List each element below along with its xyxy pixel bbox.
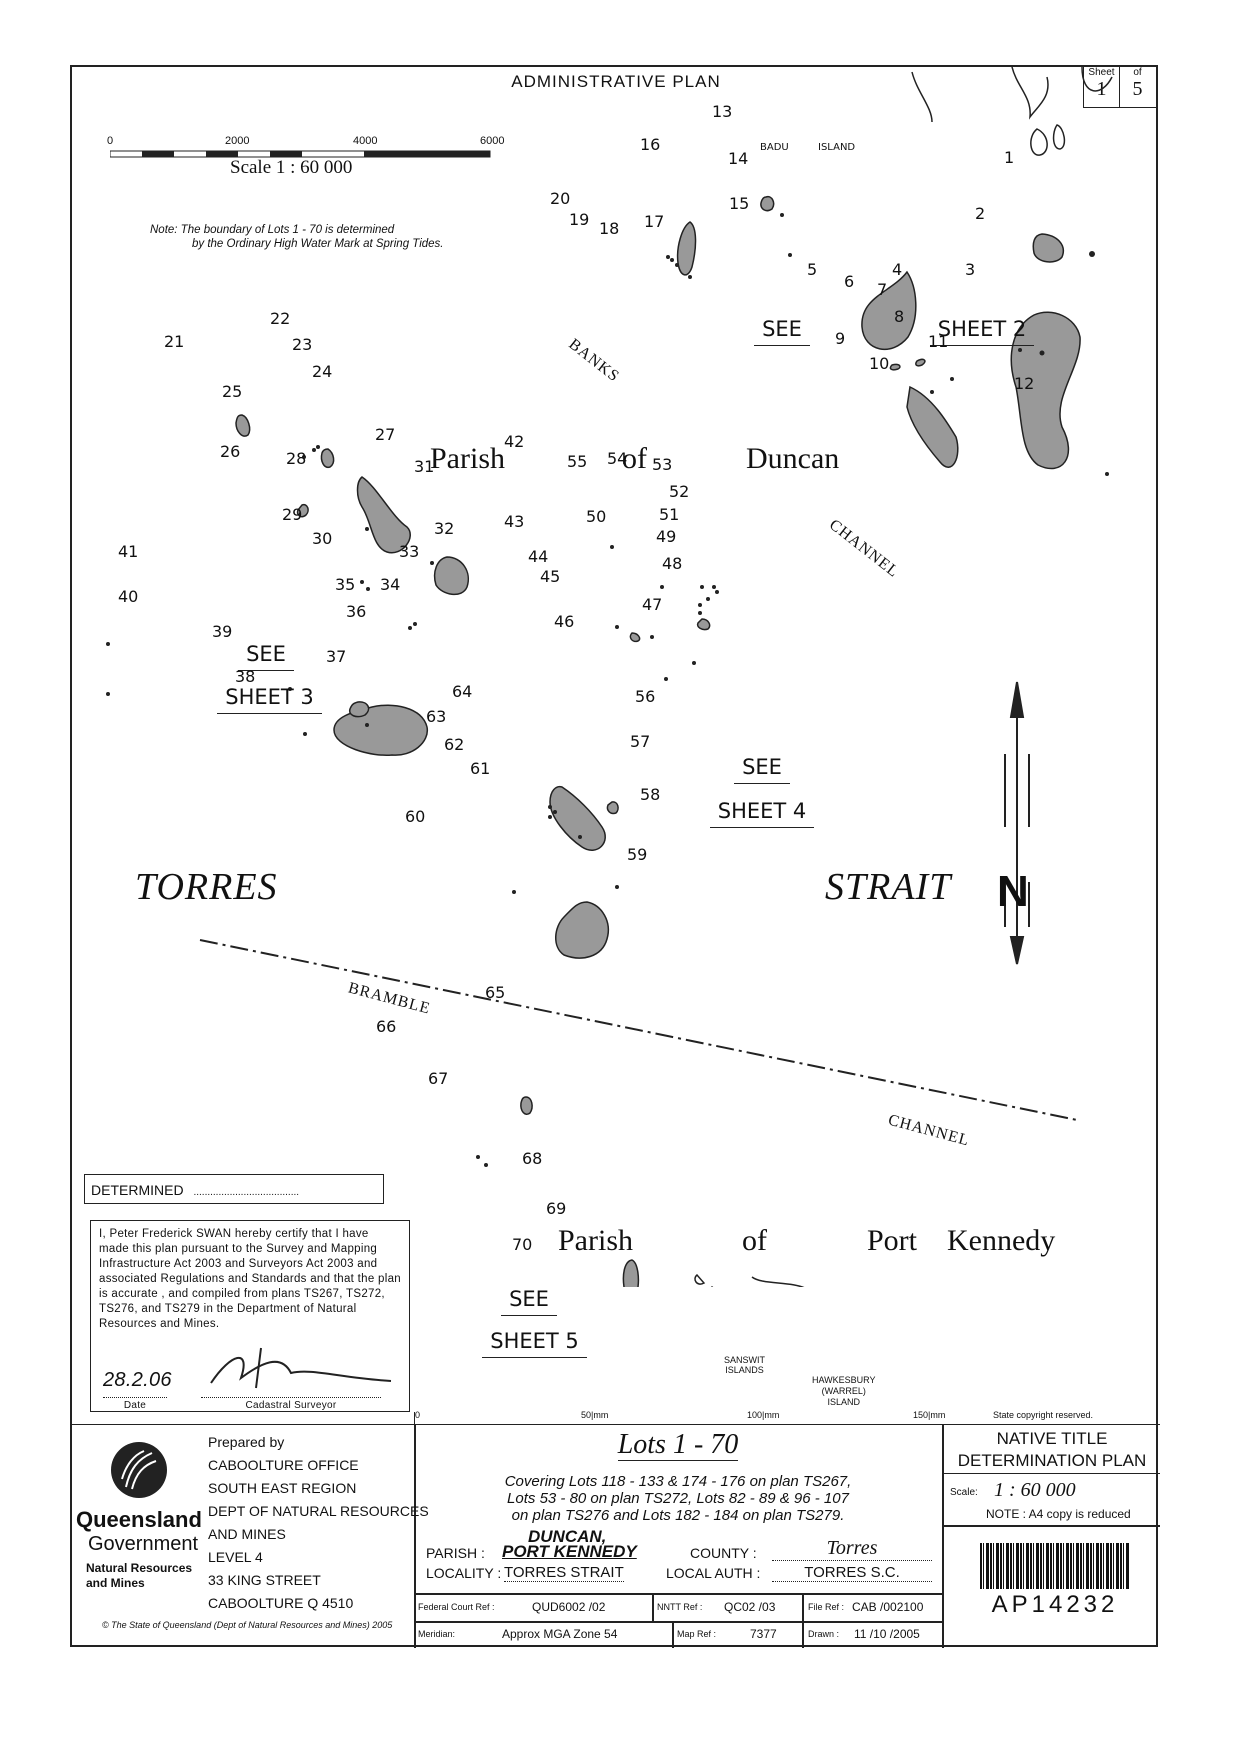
lot-label-5: 5 [807, 260, 818, 279]
island-53 [712, 585, 716, 589]
office-copyright: © The State of Queensland (Dept of Natural Resources and Mines) 2005 [102, 1620, 393, 1630]
island-51 [706, 597, 710, 601]
island-68 [623, 1260, 638, 1287]
bramble-channel-line [200, 940, 1077, 1120]
channel-lower-label: CHANNEL [886, 1111, 972, 1150]
island-66 [476, 1155, 480, 1159]
brand-mines: and Mines [86, 1576, 145, 1590]
lot-label-43: 43 [504, 512, 525, 531]
lot-label-30: 30 [312, 529, 333, 548]
lot-label-56: 56 [635, 687, 656, 706]
lot-label-27: 27 [375, 425, 396, 444]
island-54 [700, 585, 704, 589]
coast-left [912, 72, 932, 122]
lot-label-47: 47 [642, 595, 663, 614]
certificate-date: 28.2.06 [103, 1369, 172, 1391]
island-55 [660, 585, 664, 589]
north-letter: N [997, 867, 1029, 916]
island-44 [630, 633, 639, 641]
lot-label-7: 7 [877, 280, 888, 299]
lot-label-62: 62 [444, 735, 465, 754]
torres-label: TORRES [135, 866, 278, 908]
lot-label-66: 66 [376, 1017, 397, 1036]
islet-right-top [1031, 129, 1047, 155]
lot-label-58: 58 [640, 785, 661, 804]
file-value: CAB /002100 [852, 1600, 924, 1614]
fed-label: Federal Court Ref : [418, 1602, 495, 1612]
lot-label-22: 22 [270, 309, 291, 328]
lot-label-26: 26 [220, 442, 241, 461]
locality-label: LOCALITY : [426, 1565, 502, 1581]
island-34 [408, 626, 412, 630]
determined-label: DETERMINED [91, 1182, 184, 1198]
lot-label-40: 40 [118, 587, 139, 606]
lot-label-18: 18 [599, 219, 620, 238]
scale-tick-4000: 4000 [353, 135, 378, 147]
island-62 [548, 815, 552, 819]
parish-duncan-word1: Parish [430, 442, 505, 475]
lot-label-19: 19 [569, 210, 590, 229]
island-24 [321, 449, 333, 467]
lot-label-33: 33 [399, 542, 420, 561]
lot-label-55: 55 [567, 452, 588, 471]
parish-label: PARISH : [426, 1545, 485, 1561]
island-label: ISLAND [818, 142, 856, 153]
island-14 [780, 213, 784, 217]
brand-natural-resources: Natural Resources [86, 1561, 193, 1575]
island-32 [435, 557, 469, 594]
sheet-label: Sheet [1088, 67, 1115, 78]
island-8 [950, 377, 954, 381]
island-29 [360, 580, 364, 584]
island-64 [548, 805, 552, 809]
lot-label-8: 8 [894, 307, 905, 326]
scale-tick-6000: 6000 [480, 135, 505, 147]
lot-label-57: 57 [630, 732, 651, 751]
lot-label-42: 42 [504, 432, 525, 451]
island-15 [788, 253, 792, 257]
island-46 [664, 677, 668, 681]
scale-label: Scale 1 : 60 000 [230, 157, 353, 178]
plan-title: ADMINISTRATIVE PLAN [511, 72, 721, 91]
map-ref-label: Map Ref : [677, 1629, 717, 1639]
queensland-logo-icon [108, 1439, 170, 1501]
see-sheet-5-sheet: SHEET 5 [447, 1329, 622, 1358]
native-note: NOTE : A4 copy is reduced [986, 1507, 1131, 1521]
lot-label-2: 2 [975, 204, 986, 223]
lot-label-63: 63 [426, 707, 447, 726]
island-61 [578, 835, 582, 839]
county-value: Torres [772, 1537, 932, 1561]
hawkesbury-coast [752, 1277, 807, 1287]
parish-duncan-word2: of [622, 442, 647, 475]
island-41 [106, 642, 110, 646]
lot-label-54: 54 [607, 449, 628, 468]
banks-label: BANKS [565, 335, 623, 386]
lot-label-24: 24 [312, 362, 333, 381]
lot-label-35: 35 [335, 575, 356, 594]
island-58 [615, 885, 619, 889]
island-50 [698, 603, 702, 607]
ruler-100: 100|mm [747, 1410, 780, 1420]
see-sheet-4-see: SEE [692, 755, 832, 784]
sheet-total: 5 [1132, 78, 1143, 100]
island-1 [1089, 251, 1095, 257]
locality-value: TORRES STRAIT [504, 1564, 624, 1581]
date-label: Date [103, 1397, 167, 1413]
lot-label-23: 23 [292, 335, 313, 354]
lot-label-29: 29 [282, 505, 303, 524]
scale-tick-2000: 2000 [225, 135, 250, 147]
lot-label-31: 31 [414, 457, 435, 476]
island-52 [715, 590, 719, 594]
lot-label-70: 70 [512, 1235, 533, 1254]
map-ref-value: 7377 [750, 1627, 777, 1641]
island-40 [106, 692, 110, 696]
island-22 [312, 448, 316, 452]
drawn-label: Drawn : [808, 1629, 840, 1639]
island-18 [675, 263, 679, 267]
certificate-box [90, 1220, 410, 1412]
coast-right [1082, 67, 1115, 91]
island-59 [556, 902, 609, 958]
ruler-copyright: State copyright reserved. [993, 1410, 1094, 1420]
lot-label-61: 61 [470, 759, 491, 778]
island-43 [615, 625, 619, 629]
lot-label-28: 28 [286, 449, 307, 468]
island-12 [1105, 472, 1109, 476]
brand-queensland: Queensland [76, 1507, 202, 1532]
island-63 [553, 810, 557, 814]
native-scale-value: 1 : 60 000 [994, 1479, 1076, 1501]
lot-label-25: 25 [222, 382, 243, 401]
lot-label-4: 4 [892, 260, 903, 279]
island-49 [698, 611, 702, 615]
lot-label-16: 16 [640, 135, 661, 154]
parish-pk-word4: Kennedy [947, 1224, 1056, 1257]
lot-label-52: 52 [669, 482, 690, 501]
local-auth-value: TORRES S.C. [772, 1564, 932, 1582]
meridian-label: Meridian: [418, 1629, 456, 1639]
island-36 [365, 723, 369, 727]
ruler-0: 0 [415, 1410, 421, 1420]
parish-value-1: DUNCAN, [528, 1527, 607, 1546]
island-30 [366, 587, 370, 591]
lot-label-69: 69 [546, 1199, 567, 1218]
island-48 [698, 619, 710, 630]
island-65 [521, 1097, 532, 1114]
island-42 [610, 545, 614, 549]
island-17 [688, 275, 692, 279]
lot-label-9: 9 [835, 329, 846, 348]
badu-label: BADU [760, 142, 789, 153]
parish-pk-word2: of [742, 1224, 767, 1257]
parish-pk-word1: Parish [558, 1224, 633, 1257]
island-19 [670, 258, 674, 262]
scale-tick-0: 0 [107, 135, 114, 147]
file-label: File Ref : [808, 1602, 845, 1612]
lot-label-64: 64 [452, 682, 473, 701]
lot-label-21: 21 [164, 332, 185, 351]
island-4 [1018, 348, 1022, 352]
see-sheet-5-see: SEE [459, 1287, 599, 1316]
island-60 [512, 890, 516, 894]
sanswit-label: SANSWIT ISLANDS [724, 1355, 766, 1375]
lot-label-17: 17 [644, 212, 665, 231]
lot-label-38: 38 [235, 667, 256, 686]
lot-label-49: 49 [656, 527, 677, 546]
ruler [414, 1412, 1161, 1424]
lot-label-6: 6 [844, 272, 855, 291]
brand-government: Government [88, 1533, 199, 1555]
island-38 [303, 732, 307, 736]
coast-badu [1012, 67, 1048, 117]
native-scale-label: Scale: [950, 1487, 978, 1498]
determined-dots: ...................................... [193, 1187, 300, 1198]
sheet-of-label: of [1133, 67, 1142, 78]
nntt-label: NNTT Ref : [657, 1602, 703, 1612]
lot-label-65: 65 [485, 983, 506, 1002]
parish-duncan-word3: Duncan [746, 442, 840, 475]
lot-label-48: 48 [662, 554, 683, 573]
determined-box [84, 1174, 384, 1204]
lot-label-14: 14 [728, 149, 749, 168]
island-28 [365, 527, 369, 531]
island-20 [666, 255, 670, 259]
native-title-heading: NATIVE TITLE DETERMINATION PLAN [944, 1425, 1160, 1474]
note-line-1: Note: The boundary of Lots 1 - 70 is determined [150, 224, 395, 236]
island-9 [930, 390, 934, 394]
lot-label-51: 51 [659, 505, 680, 524]
surveyor-signature [201, 1343, 401, 1393]
local-auth-label: LOCAL AUTH : [666, 1565, 761, 1581]
drawn-value: 11 /10 /2005 [854, 1627, 920, 1641]
lot-label-15: 15 [729, 194, 750, 213]
island-10 [907, 387, 958, 467]
office-address: Prepared by CABOOLTURE OFFICE SOUTH EAST REGION DEPT OF NATURAL RESOURCES AND MINES LEVEL 4 33 KING STREET CABOOLTURE Q 4510 [208, 1431, 429, 1615]
plan-number: AP14232 [991, 1591, 1119, 1618]
island-47 [692, 661, 696, 665]
lot-label-60: 60 [405, 807, 426, 826]
channel-upper-label: CHANNEL [825, 516, 903, 581]
island-67 [484, 1163, 488, 1167]
plan-frame [70, 65, 1158, 1647]
islet-right-top-2 [1054, 125, 1065, 149]
lot-label-10: 10 [869, 354, 890, 373]
island-31 [430, 561, 434, 565]
island-6 [890, 364, 900, 369]
island-21 [236, 415, 250, 436]
lot-label-59: 59 [627, 845, 648, 864]
ruler-50: 50|mm [581, 1410, 609, 1420]
lot-label-32: 32 [434, 519, 455, 538]
island-5 [862, 272, 916, 349]
lot-label-34: 34 [380, 575, 401, 594]
see-sheet-3-sheet: SHEET 3 [182, 685, 357, 714]
lot-label-11: 11 [928, 332, 949, 351]
island-2 [1033, 234, 1063, 262]
certificate-text: I, Peter Frederick SWAN hereby certify that I have made this plan pursuant to the Survey and Mapping Infrastructure Act 2003 and Surveyors Act 2003 and associated Regulations and Standards and that the plan is accurate , and compiled from plans TS267, TS272, TS276, and TS279 in the Department of Natural Resources and Mines. [99, 1228, 401, 1330]
plan-covering: Covering Lots 118 - 133 & 174 - 176 on plan TS267, Lots 53 - 80 on plan TS272, Lots 82 - 89 & 96 - 107 on plan TS276 and Lots 182 - 184 on plan TS279. [504, 1473, 852, 1524]
island-33 [413, 622, 417, 626]
island-23 [316, 445, 320, 449]
meridian-value: Approx MGA Zone 54 [502, 1627, 618, 1641]
ruler-150: 150|mm [913, 1410, 946, 1420]
county-label: COUNTY : [690, 1545, 757, 1561]
parish-pk-word3: Port [867, 1224, 918, 1257]
lot-label-41: 41 [118, 542, 139, 561]
see-sheet-2-see: SEE [712, 317, 852, 346]
island-56 [607, 802, 618, 814]
lot-label-67: 67 [428, 1069, 449, 1088]
prepared-by: Prepared by [208, 1434, 285, 1450]
lot-label-37: 37 [326, 647, 347, 666]
lot-label-20: 20 [550, 189, 571, 208]
island-16 [678, 222, 696, 275]
lot-label-44: 44 [528, 547, 549, 566]
nntt-value: QC02 /03 [724, 1600, 776, 1614]
barcode-icon [980, 1543, 1130, 1589]
lot-label-12: 12 [1014, 374, 1035, 393]
island-7 [916, 359, 925, 365]
island-57 [550, 787, 605, 851]
fed-value: QUD6002 /02 [532, 1600, 606, 1614]
lot-label-53: 53 [652, 455, 673, 474]
title-block [72, 1424, 1160, 1648]
lot-label-3: 3 [965, 260, 976, 279]
surveyor-label: Cadastral Surveyor [201, 1397, 381, 1413]
island-3 [1040, 351, 1045, 356]
lot-label-39: 39 [212, 622, 233, 641]
see-sheet-2-sheet: SHEET 2 [912, 317, 1052, 346]
parish-value-2: PORT KENNEDY [502, 1542, 637, 1561]
lot-label-45: 45 [540, 567, 561, 586]
note-line-2: by the Ordinary High Water Mark at Spring Tides. [192, 238, 444, 250]
bramble-label: BRAMBLE [346, 979, 433, 1018]
north-arrow [1005, 682, 1029, 964]
see-sheet-3-see: SEE [196, 642, 336, 671]
see-sheet-4-sheet: SHEET 4 [672, 799, 852, 828]
lot-label-36: 36 [346, 602, 367, 621]
plan-lots-title: Lots 1 - 70 [617, 1429, 739, 1460]
sanswit-1 [695, 1275, 704, 1284]
lot-label-13: 13 [712, 102, 733, 121]
hawkesbury-label: HAWKESBURY (WARREL) ISLAND [812, 1375, 876, 1407]
lot-label-50: 50 [586, 507, 607, 526]
island-13 [761, 197, 774, 211]
strait-label: STRAIT [825, 866, 952, 908]
lot-label-68: 68 [522, 1149, 543, 1168]
island-45 [650, 635, 654, 639]
lot-label-46: 46 [554, 612, 575, 631]
lot-label-1: 1 [1004, 148, 1015, 167]
sheet-number: 1 [1096, 78, 1107, 100]
